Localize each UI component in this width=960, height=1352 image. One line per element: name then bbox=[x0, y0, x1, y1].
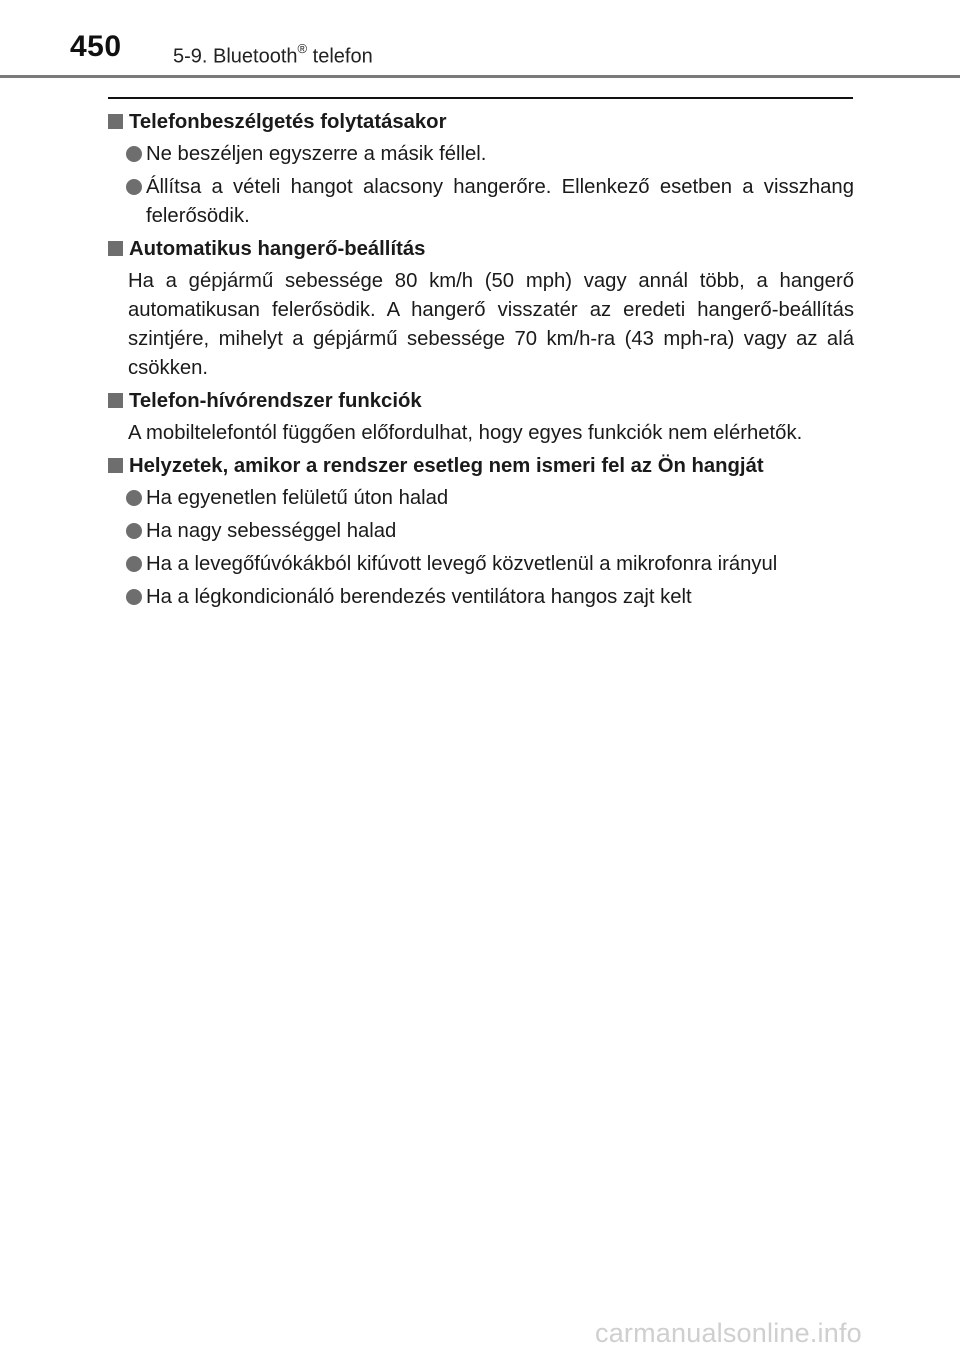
list-item bbox=[126, 140, 854, 169]
square-bullet-icon bbox=[108, 458, 123, 473]
list-item-text: Ha egyenetlen felületű úton halad bbox=[146, 487, 449, 509]
list-item bbox=[126, 583, 854, 612]
list-item-text: Állítsa a vételi hangot alacsony hangerőre. Ellenkező esetben a visszhang felerősödik. bbox=[146, 176, 854, 227]
section-voice-recognition bbox=[108, 452, 854, 612]
page-header bbox=[0, 0, 960, 80]
section-heading-text: Telefonbeszélgetés folytatásakor bbox=[129, 111, 447, 133]
list-item bbox=[126, 173, 854, 231]
list-item-text: Ha nagy sebességgel halad bbox=[146, 520, 397, 542]
circle-bullet-icon bbox=[126, 556, 142, 572]
square-bullet-icon bbox=[108, 393, 123, 408]
section-heading bbox=[108, 452, 854, 481]
list-item-text: Ha a levegőfúvókákból kifúvott levegő közvetlenül a mikrofonra irányul bbox=[146, 553, 778, 575]
header-divider bbox=[0, 75, 960, 78]
square-bullet-icon bbox=[108, 241, 123, 256]
circle-bullet-icon bbox=[126, 523, 142, 539]
chapter-title bbox=[173, 43, 373, 69]
circle-bullet-icon bbox=[126, 490, 142, 506]
section-heading bbox=[108, 235, 854, 264]
section-auto-volume bbox=[108, 235, 854, 383]
circle-bullet-icon bbox=[126, 146, 142, 162]
page-content bbox=[108, 108, 854, 616]
circle-bullet-icon bbox=[126, 589, 142, 605]
page-number: 450 bbox=[70, 30, 122, 63]
list-item bbox=[126, 517, 854, 546]
section-paragraph: A mobiltelefontól függően előfordulhat, hogy egyes funkciók nem elérhetők. bbox=[128, 422, 803, 444]
list-item bbox=[126, 550, 854, 579]
list-item bbox=[126, 484, 854, 513]
section-heading-text: Telefon-hívórendszer funkciók bbox=[129, 390, 422, 412]
square-bullet-icon bbox=[108, 114, 123, 129]
section-phone-functions bbox=[108, 387, 854, 448]
section-heading-text: Automatikus hangerő-beállítás bbox=[129, 238, 426, 260]
section-conversation bbox=[108, 108, 854, 231]
registered-mark: ® bbox=[297, 41, 308, 56]
section-heading bbox=[108, 387, 854, 416]
list-item-text: Ha a légkondicionáló berendezés ventilátora hangos zajt kelt bbox=[146, 586, 692, 608]
chapter-title-prefix: 5-9. Bluetooth bbox=[173, 45, 298, 68]
content-top-rule bbox=[108, 97, 853, 99]
list-item-text: Ne beszéljen egyszerre a másik féllel. bbox=[146, 143, 487, 165]
section-paragraph: Ha a gépjármű sebessége 80 km/h (50 mph) vagy annál több, a hangerő automatikusan felerősödik. A hangerő visszatér az eredeti hangerő-beállítás szintjére, mihelyt a gépjármű sebessége 70 km/h-ra (43 mph-ra) vagy az alá csökken. bbox=[128, 270, 854, 379]
circle-bullet-icon bbox=[126, 179, 142, 195]
chapter-title-suffix: telefon bbox=[307, 45, 373, 68]
section-heading bbox=[108, 108, 854, 137]
section-heading-text: Helyzetek, amikor a rendszer esetleg nem ismeri fel az Ön hangját bbox=[129, 455, 764, 477]
watermark: carmanualsonline.info bbox=[595, 1318, 862, 1348]
